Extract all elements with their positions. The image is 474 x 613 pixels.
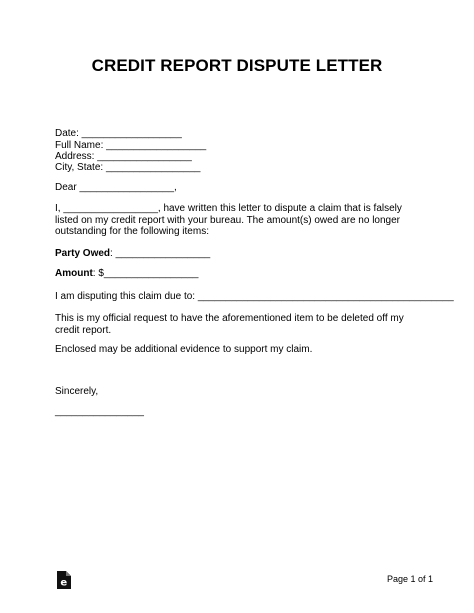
date-field: Date: __________________ [55,128,182,139]
city-state-field: City, State: _________________ [55,162,201,173]
intro-paragraph: I, _________________, have written this letter to dispute a claim that is falsely listed on my credit report with your bureau. The amount(s) owed are no longer outstanding for the following items: [55,203,402,237]
party-owed-field [55,248,210,259]
party-owed-label: Party Owed [55,248,111,259]
svg-text:e: e [60,577,68,589]
address-field: Address: _________________ [55,151,192,162]
page-number: Page 1 of 1 [386,574,433,584]
full-name-field: Full Name: __________________ [55,140,207,151]
request-paragraph: This is my official request to have the aforementioned item to be deleted off my credit report. [55,313,404,336]
dispute-reason: I am disputing this claim due to: ______________________________________________ [55,291,454,302]
document-title: CREDIT REPORT DISPUTE LETTER [91,56,383,75]
party-owed-value: : _________________ [110,248,211,259]
amount-field [55,268,198,279]
salutation: Dear _________________, [55,182,177,193]
eforms-logo-icon [56,571,72,589]
closing: Sincerely, [55,386,99,397]
amount-label: Amount [55,268,93,279]
evidence-paragraph: Enclosed may be additional evidence to support my claim. [55,344,313,355]
signature-line: ________________ [55,406,144,417]
amount-value: : $_________________ [92,268,199,279]
